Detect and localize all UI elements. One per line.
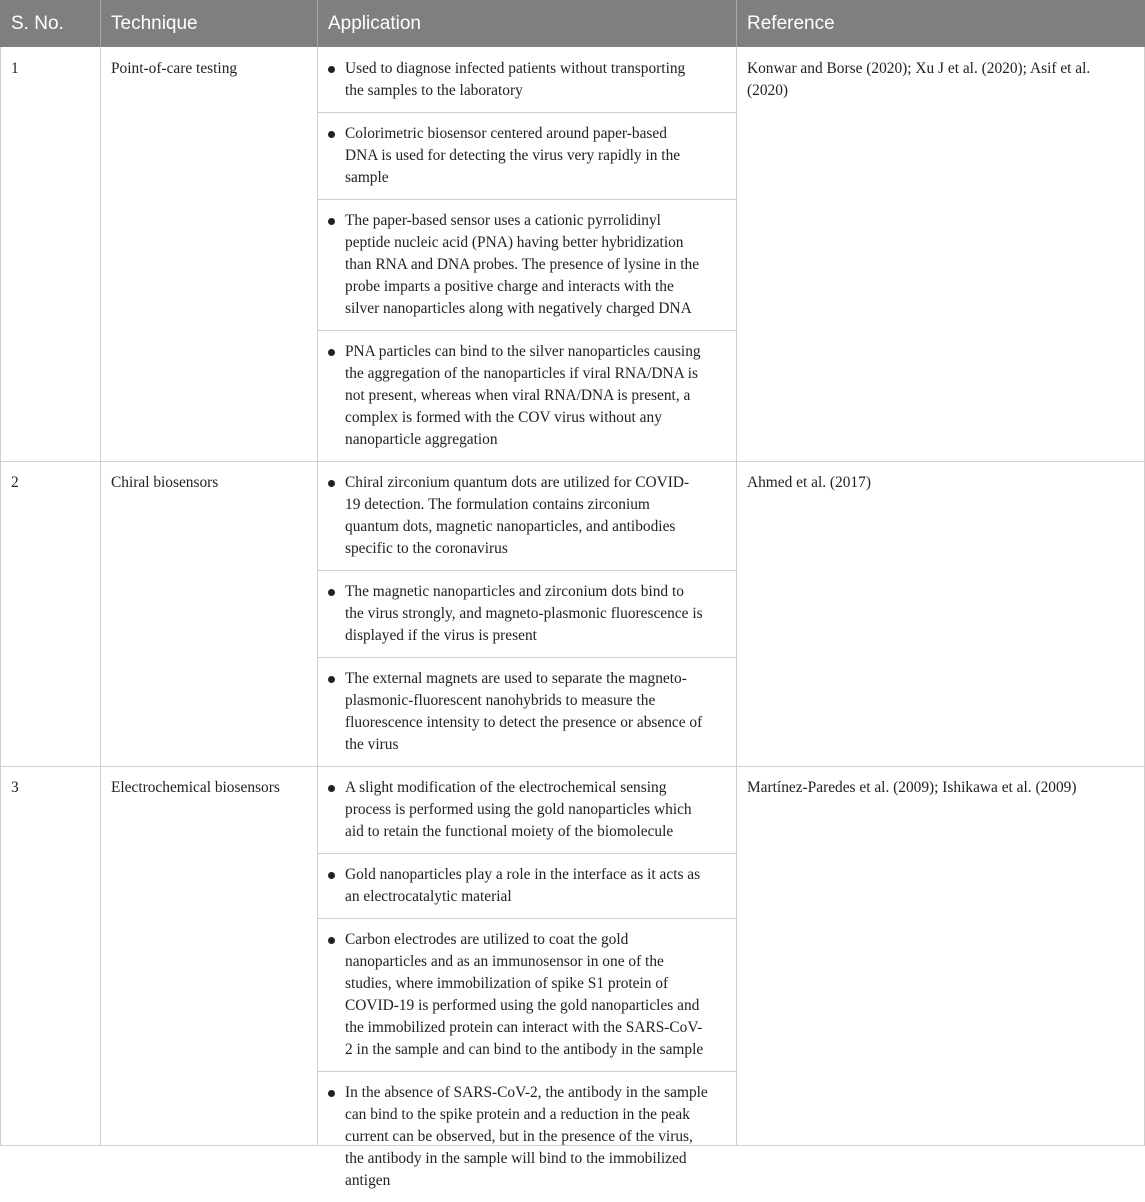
bullet-icon (328, 131, 335, 138)
column-divider (100, 47, 101, 462)
application-text: 2 in the sample and can bind to the antibody in the sample (345, 1041, 704, 1058)
application-text: complex is formed with the COV virus without any (345, 409, 662, 426)
header-technique: Technique (111, 13, 198, 34)
column-divider (100, 461, 101, 767)
bullet-icon (328, 349, 335, 356)
application-text: Gold nanoparticles play a role in the interface as it acts as (345, 866, 701, 883)
application-text: the samples to the laboratory (345, 82, 523, 99)
application-text: peptide nucleic acid (PNA) having better hybridization (345, 234, 684, 251)
column-divider (0, 47, 1, 462)
application-item (318, 199, 736, 330)
application-text: process is performed using the gold nanoparticles which (345, 801, 692, 818)
column-divider (736, 766, 737, 1146)
table-header (0, 0, 1145, 47)
bullet-icon (328, 872, 335, 879)
header-divider (100, 0, 101, 47)
application-item (318, 853, 736, 918)
application-item (318, 657, 736, 766)
application-text: an electrocatalytic material (345, 888, 512, 905)
row-reference: Konwar and Borse (2020); Xu J et al. (2020); Asif et al. (747, 60, 1091, 77)
application-text: not present, whereas when viral RNA/DNA is present, a (345, 387, 691, 404)
application-text: specific to the coronavirus (345, 540, 508, 557)
row-sno: 1 (11, 60, 19, 77)
application-text: DNA is used for detecting the virus very rapidly in the (345, 147, 681, 164)
bullet-icon (328, 937, 335, 944)
column-divider (736, 461, 737, 767)
application-text: can bind to the spike protein and a reduction in the peak (345, 1106, 690, 1123)
application-item (318, 461, 736, 570)
column-divider (0, 766, 1, 1146)
application-text: nanoparticles and as an immunosensor in one of the (345, 953, 664, 970)
application-item (318, 330, 736, 461)
application-text: fluorescence intensity to detect the presence or absence of (345, 714, 703, 731)
application-text: nanoparticle aggregation (345, 431, 498, 448)
application-text: than RNA and DNA probes. The presence of lysine in the (345, 256, 700, 273)
application-text: PNA particles can bind to the silver nanoparticles causing (345, 343, 701, 360)
application-text: silver nanoparticles along with negatively charged DNA (345, 300, 692, 317)
application-text: probe imparts a positive charge and interacts with the (345, 278, 674, 295)
column-divider (317, 47, 318, 462)
application-text: the immobilized protein can interact with the SARS-CoV- (345, 1019, 703, 1036)
row-technique: Electrochemical biosensors (111, 779, 280, 796)
bullet-icon (328, 1090, 335, 1097)
row-sno: 2 (11, 474, 19, 491)
bullet-icon (328, 218, 335, 225)
header-application: Application (328, 13, 421, 34)
application-text: quantum dots, magnetic nanoparticles, and antibodies (345, 518, 676, 535)
application-text: COVID-19 is performed using the gold nanoparticles and (345, 997, 700, 1014)
application-text: current can be observed, but in the presence of the virus, (345, 1128, 693, 1145)
application-text: Colorimetric biosensor centered around paper-based (345, 125, 667, 142)
application-text: The magnetic nanoparticles and zirconium dots bind to (345, 583, 684, 600)
application-item (318, 570, 736, 657)
application-text: Used to diagnose infected patients without transporting (345, 60, 686, 77)
header-divider (317, 0, 318, 47)
row-technique: Chiral biosensors (111, 474, 219, 491)
row-reference: Martínez-Paredes et al. (2009); Ishikawa et al. (2009) (747, 779, 1077, 796)
header-divider (736, 0, 737, 47)
application-item (318, 918, 736, 1071)
application-text: The paper-based sensor uses a cationic pyrrolidinyl (345, 212, 661, 229)
row-reference: (2020) (747, 82, 789, 99)
application-item (318, 766, 736, 853)
bullet-icon (328, 480, 335, 487)
application-item (318, 1071, 736, 1202)
application-text: sample (345, 169, 389, 186)
row-reference: Ahmed et al. (2017) (747, 474, 871, 491)
header-sno: S. No. (11, 13, 64, 34)
application-text: plasmonic-fluorescent nanohybrids to measure the (345, 692, 656, 709)
application-item (318, 47, 736, 112)
application-text: the virus strongly, and magneto-plasmonic fluorescence is (345, 605, 703, 622)
application-text: the antibody in the sample will bind to the immobilized (345, 1150, 687, 1167)
column-divider (0, 461, 1, 767)
application-text: the aggregation of the nanoparticles if viral RNA/DNA is (345, 365, 699, 382)
application-text: A slight modification of the electrochemical sensing (345, 779, 667, 796)
column-divider (736, 47, 737, 462)
header-reference: Reference (747, 13, 835, 34)
row-technique: Point-of-care testing (111, 60, 238, 77)
application-text: studies, where immobilization of spike S1 protein of (345, 975, 669, 992)
row-sno: 3 (11, 779, 19, 796)
application-text: The external magnets are used to separate the magneto- (345, 670, 687, 687)
application-text: aid to retain the functional moiety of the biomolecule (345, 823, 674, 840)
bullet-icon (328, 589, 335, 596)
application-text: Chiral zirconium quantum dots are utilized for COVID- (345, 474, 690, 491)
bullet-icon (328, 676, 335, 683)
bullet-icon (328, 66, 335, 73)
application-text: In the absence of SARS-CoV-2, the antibody in the sample (345, 1084, 708, 1101)
column-divider (100, 766, 101, 1146)
application-text: the virus (345, 736, 399, 753)
application-text: displayed if the virus is present (345, 627, 537, 644)
application-text: Carbon electrodes are utilized to coat the gold (345, 931, 629, 948)
bullet-icon (328, 785, 335, 792)
application-item (318, 112, 736, 199)
column-divider (317, 461, 318, 767)
application-text: 19 detection. The formulation contains zirconium (345, 496, 650, 513)
application-text: antigen (345, 1172, 391, 1189)
column-divider (317, 766, 318, 1146)
